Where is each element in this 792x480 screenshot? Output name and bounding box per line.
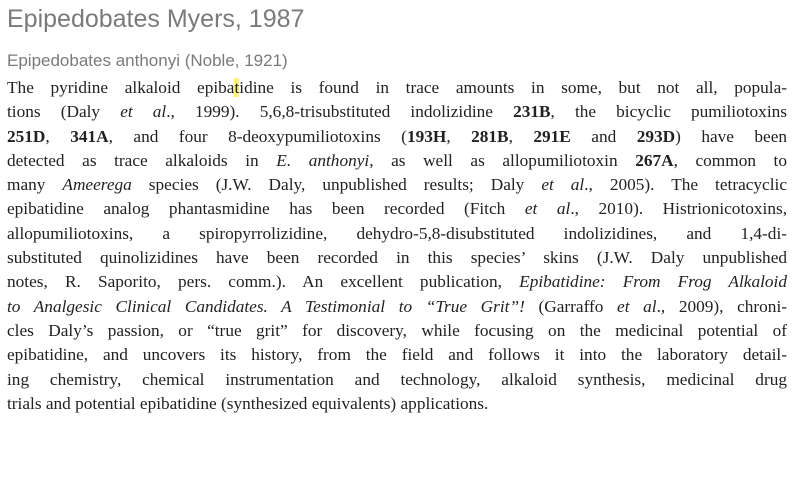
text-line: tions (Daly et al., 1999). 5,6,8-trisubstituted indolizidine 231B, the bicyclic pumiliotoxins — [7, 102, 787, 122]
text-line: 251D, 341A, and four 8-deoxypumiliotoxins (193H, 281B, 291E and 293D) have been — [7, 126, 787, 146]
genus-heading: Epipedobates Myers, 1987 — [7, 5, 305, 33]
text-line-last: trials and potential epibatidine (synthesized equivalents) applications. — [7, 393, 489, 413]
publication-title: to Analgesic Clinical Candidates. A Testimonial to “True Grit”! — [7, 296, 525, 316]
text-line: ing chemistry, chemical instrumentation and technology, alkaloid synthesis, medicinal drug — [7, 369, 787, 389]
et-al: et al — [541, 175, 585, 195]
text-line: detected as trace alkaloids in E. anthonyi, as well as allopumiliotoxin 267A, common to — [7, 150, 787, 170]
text-line: substituted quinolizidines have been recorded in this species’ skins (J.W. Daly unpublished — [7, 248, 787, 268]
compound-code: 251D — [7, 126, 46, 146]
text-line: The pyridine alkaloid epibatidine is found in trace amounts in some, but not all, popula- — [7, 78, 787, 97]
publication-title: Epibatidine: From Frog Alkaloid — [519, 272, 787, 292]
species-heading: Epipedobates anthonyi (Noble, 1921) — [7, 51, 288, 70]
text-line: to Analgesic Clinical Candidates. A Testimonial to “True Grit”! (Garraffo et al., 2009), chroni- — [7, 296, 787, 316]
compound-code: 231B — [513, 102, 551, 122]
compound-code: 193H — [406, 126, 447, 146]
et-al: et al — [617, 296, 657, 316]
compound-code: 267A — [635, 150, 674, 170]
text-line: allopumiliotoxins, a spiropyrrolizidine, dehydro-5,8-disubstituted indolizidines, and 1,4-di- — [7, 223, 787, 243]
genus-name: Ameerega — [62, 175, 132, 195]
species-name: E. anthonyi — [276, 150, 370, 170]
compound-code: 293D — [636, 126, 676, 146]
text-line: cles Daly’s passion, or “true grit” for discovery, while focusing on the medicinal potential of — [7, 320, 787, 340]
compound-code: 291E — [533, 126, 571, 146]
et-al: et al — [524, 199, 571, 219]
compound-code: 341A — [70, 126, 109, 146]
compound-code: 281B — [471, 126, 509, 146]
text-line: notes, R. Saporito, pers. comm.). An excellent publication, Epibatidine: From Frog Alkaloid — [7, 272, 787, 292]
et-al: et al — [120, 102, 167, 122]
text-line: epibatidine analog phantasmidine has been recorded (Fitch et al., 2010). Histrionicotoxins, — [7, 199, 787, 219]
highlighted-text: t — [234, 78, 240, 97]
text-line: many Ameerega species (J.W. Daly, unpublished results; Daly et al., 2005). The tetracyclic — [7, 175, 787, 195]
text-line: epibatidine, and uncovers its history, from the field and follows it into the laboratory detail- — [7, 345, 787, 365]
species-description — [7, 76, 787, 416]
